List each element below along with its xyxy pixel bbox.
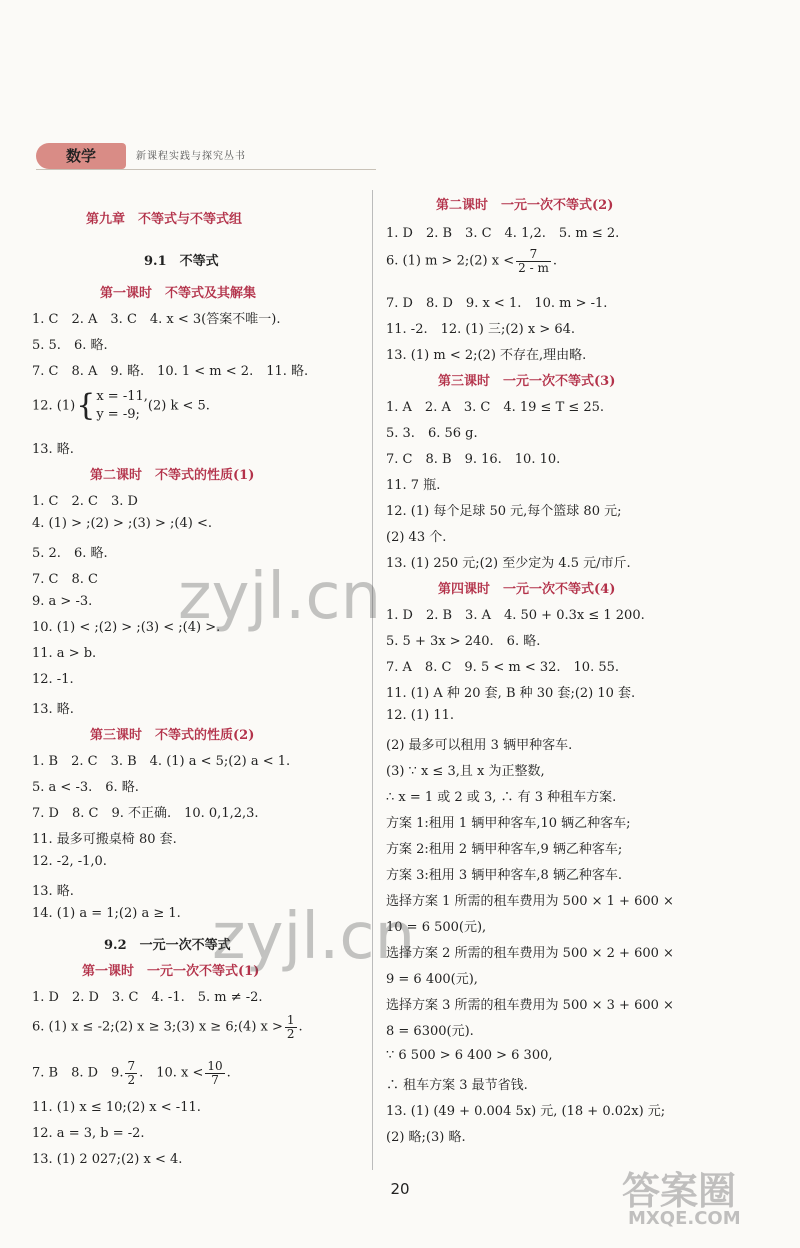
watermark: zyjl.cn: [212, 900, 416, 974]
answer-line: 10 = 6 500(元),: [386, 920, 487, 935]
answer-line: 11. (1) A 种 20 套, B 种 30 套;(2) 10 套.: [386, 686, 636, 701]
watermark: zyjl.cn: [178, 560, 382, 634]
answer-line: ∴ x = 1 或 2 或 3, ∴ 有 3 种租车方案.: [386, 790, 617, 805]
section-title-9-1: 9.1 不等式: [144, 254, 219, 269]
answer-line: 11. (1) x ≤ 10;(2) x < -11.: [32, 1100, 201, 1115]
section-title-9-2: 9.2 一元一次不等式: [104, 938, 231, 953]
numerator: 7: [127, 1059, 136, 1073]
answer-line: 5. 3. 6. 56 g.: [386, 426, 478, 441]
denominator: 2: [127, 1072, 136, 1087]
answer-line: 11. -2. 12. (1) 三;(2) x > 64.: [386, 322, 576, 337]
answer-line: 9. a > -3.: [32, 594, 93, 609]
answer-text: .: [298, 1019, 303, 1035]
answer-text: 6. (1) m > 2;(2) x <: [386, 253, 515, 269]
answer-line: 选择方案 1 所需的租车费用为 500 × 1 + 600 ×: [386, 894, 674, 909]
answer-text: 7. B 8. D 9.: [32, 1065, 124, 1081]
answer-text: .: [226, 1065, 231, 1081]
answer-line: 13. 略.: [32, 884, 74, 899]
lesson-heading: 第一课时 一元一次不等式(1): [82, 964, 260, 979]
fraction: [125, 1060, 137, 1086]
answer-line: 12. -1.: [32, 672, 74, 687]
denominator: 2: [286, 1026, 295, 1041]
answer-line: 选择方案 3 所需的租车费用为 500 × 3 + 600 ×: [386, 998, 674, 1013]
denominator: 2 - m: [518, 260, 549, 275]
chapter-title: 第九章 不等式与不等式组: [86, 212, 243, 227]
header-bar: [36, 143, 296, 169]
answer-line: 11. a > b.: [32, 646, 97, 661]
answer-line: ∴ 租车方案 3 最节省钱.: [386, 1078, 528, 1093]
answer-text: .: [552, 253, 557, 269]
equation: x = -11,: [96, 389, 148, 404]
answer-line: 13. 略.: [32, 442, 74, 457]
answer-text: . 10. x <: [139, 1065, 204, 1081]
answer-line: (2) 略;(3) 略.: [386, 1130, 466, 1145]
lesson-heading: 第一课时 不等式及其解集: [100, 286, 257, 301]
answer-line: 1. A 2. A 3. C 4. 19 ≤ T ≤ 25.: [386, 400, 605, 415]
answer-line: 1. D 2. B 3. C 4. 1,2. 5. m ≤ 2.: [386, 226, 620, 241]
answer-line: 方案 2:租用 2 辆甲种客车,9 辆乙种客车;: [386, 842, 623, 857]
answer-text: 12. (1): [32, 398, 76, 414]
answer-line: 11. 7 瓶.: [386, 478, 441, 493]
answer-line: 7. D 8. D 9. x < 1. 10. m > -1.: [386, 296, 608, 311]
answer-line: 7. C 8. A 9. 略. 10. 1 < m < 2. 11. 略.: [32, 364, 309, 379]
answer-line: 11. 最多可搬桌椅 80 套.: [32, 832, 177, 847]
answer-line: ∵ 6 500 > 6 400 > 6 300,: [386, 1048, 553, 1063]
answer-line: 1. D 2. B 3. A 4. 50 + 0.3x ≤ 1 200.: [386, 608, 645, 623]
answer-line: 方案 3:租用 3 辆甲种客车,8 辆乙种客车.: [386, 868, 622, 883]
answer-line: (2) 43 个.: [386, 530, 447, 545]
answer-line: 14. (1) a = 1;(2) a ≥ 1.: [32, 906, 181, 921]
numerator: 10: [207, 1059, 223, 1073]
equation: y = -9;: [96, 407, 140, 422]
fraction: [516, 248, 551, 274]
answer-text: (2) k < 5.: [147, 398, 210, 414]
answer-line: 4. (1) > ;(2) > ;(3) > ;(4) <.: [32, 516, 212, 531]
header-line: [36, 169, 376, 170]
answer-line: 12. (1) 每个足球 50 元,每个篮球 80 元;: [386, 504, 622, 519]
answer-line: 5. a < -3. 6. 略.: [32, 780, 139, 795]
denominator: 7: [211, 1072, 219, 1087]
answer-line: 选择方案 2 所需的租车费用为 500 × 2 + 600 ×: [386, 946, 674, 961]
answer-line-fraction: [386, 248, 557, 274]
watermark: 答案圈: [622, 1169, 737, 1213]
lesson-heading: 第四课时 一元一次不等式(4): [438, 582, 616, 597]
answer-line: 13. 略.: [32, 702, 74, 717]
answer-line: 1. D 2. D 3. C 4. -1. 5. m ≠ -2.: [32, 990, 263, 1005]
numerator: 1: [286, 1013, 295, 1027]
watermark: MXQE.COM: [628, 1208, 741, 1229]
answer-line: 7. C 8. B 9. 16. 10. 10.: [386, 452, 561, 467]
answer-line: 7. C 8. C: [32, 572, 98, 587]
answer-line: 12. -2, -1,0.: [32, 854, 107, 869]
page-number: 20: [390, 1180, 410, 1198]
answer-line: 7. A 8. C 9. 5 < m < 32. 10. 55.: [386, 660, 620, 675]
fraction: [285, 1014, 297, 1040]
lesson-heading: 第三课时 不等式的性质(2): [90, 728, 255, 743]
answer-line: 1. B 2. C 3. B 4. (1) a < 5;(2) a < 1.: [32, 754, 291, 769]
lesson-heading: 第二课时 一元一次不等式(2): [436, 198, 614, 213]
lesson-heading: 第三课时 一元一次不等式(3): [438, 374, 616, 389]
answer-line: 1. C 2. C 3. D: [32, 494, 138, 509]
numerator: 7: [516, 248, 551, 262]
answer-line-fraction: [32, 1014, 303, 1040]
answer-line: 1. C 2. A 3. C 4. x < 3(答案不唯一).: [32, 312, 281, 327]
answer-line: 13. (1) 250 元;(2) 至少定为 4.5 元/市斤.: [386, 556, 631, 571]
answer-line: 9 = 6 400(元),: [386, 972, 478, 987]
answer-line: 13. (1) m < 2;(2) 不存在,理由略.: [386, 348, 587, 363]
answer-line: 12. (1) 11.: [386, 708, 455, 723]
brace-glyph: {: [76, 388, 96, 423]
answer-line: 13. (1) (49 + 0.004 5x) 元, (18 + 0.02x) 元;: [386, 1104, 666, 1119]
answer-line: 5. 5 + 3x > 240. 6. 略.: [386, 634, 541, 649]
column-divider: [372, 190, 373, 1170]
answer-line-fraction: [32, 1060, 231, 1086]
answer-line: (3) ∵ x ≤ 3,且 x 为正整数,: [386, 764, 545, 779]
answer-line: (2) 最多可以租用 3 辆甲种客车.: [386, 738, 573, 753]
answer-line: 13. (1) 2 027;(2) x < 4.: [32, 1152, 183, 1167]
answer-line: 12. a = 3, b = -2.: [32, 1126, 145, 1141]
answer-line: 5. 5. 6. 略.: [32, 338, 108, 353]
answer-line: 7. D 8. C 9. 不正确. 10. 0,1,2,3.: [32, 806, 259, 821]
answer-line: 5. 2. 6. 略.: [32, 546, 108, 561]
answer-line: 方案 1:租用 1 辆甲种客车,10 辆乙种客车;: [386, 816, 631, 831]
answer-line-system: [32, 388, 210, 424]
answer-line: 8 = 6300(元).: [386, 1024, 474, 1039]
series-title: 新课程实践与探究丛书: [136, 151, 246, 162]
answer-text: 6. (1) x ≤ -2;(2) x ≥ 3;(3) x ≥ 6;(4) x >: [32, 1019, 283, 1035]
answer-line: 10. (1) < ;(2) > ;(3) < ;(4) >.: [32, 620, 221, 635]
equation-system: [96, 388, 148, 424]
lesson-heading: 第二课时 不等式的性质(1): [90, 468, 255, 483]
subject-tab: 数学: [36, 143, 126, 169]
fraction: [205, 1060, 224, 1086]
